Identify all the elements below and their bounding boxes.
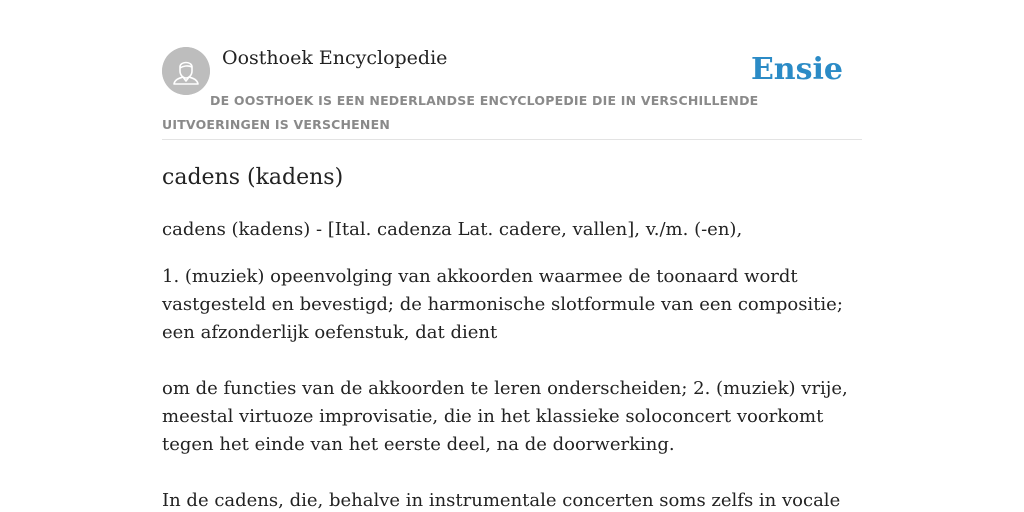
article-definition: cadens (kadens) - [Ital. cadenza Lat. cadere, vallen], v./m. (-en),: [162, 219, 743, 240]
main-container: [162, 0, 862, 511]
article-paragraph: In de cadens, die, behalve in instrumentale concerten soms zelfs in vocale: [162, 490, 841, 511]
user-avatar-icon[interactable]: [162, 47, 210, 95]
article-paragraph: om de functies van de akkoorden te leren onderscheiden; 2. (muziek) vrije, meestal virtuoze improvisatie, die in het klassieke soloconcert voorkomt tegen het einde van het eerste deel, na de doorwerking.: [162, 378, 848, 455]
brand-logo[interactable]: Ensie: [750, 52, 843, 87]
site-header: [162, 0, 862, 140]
site-name-link[interactable]: Oosthoek Encyclopedie: [222, 47, 448, 69]
article-content: [162, 216, 862, 512]
page-title: cadens (kadens): [162, 165, 344, 190]
article-paragraph: 1. (muziek) opeenvolging van akkoorden waarmee de toonaard wordt vastgesteld en bevestigd; de harmonische slotformule van een compositie; een afzonderlijk oefenstuk, dat dient: [162, 266, 843, 343]
site-tagline: DE OOSTHOEK IS EEN NEDERLANDSE ENCYCLOPEDIE DIE IN VERSCHILLENDE UITVOERINGEN IS VERSCHENEN: [162, 93, 759, 132]
